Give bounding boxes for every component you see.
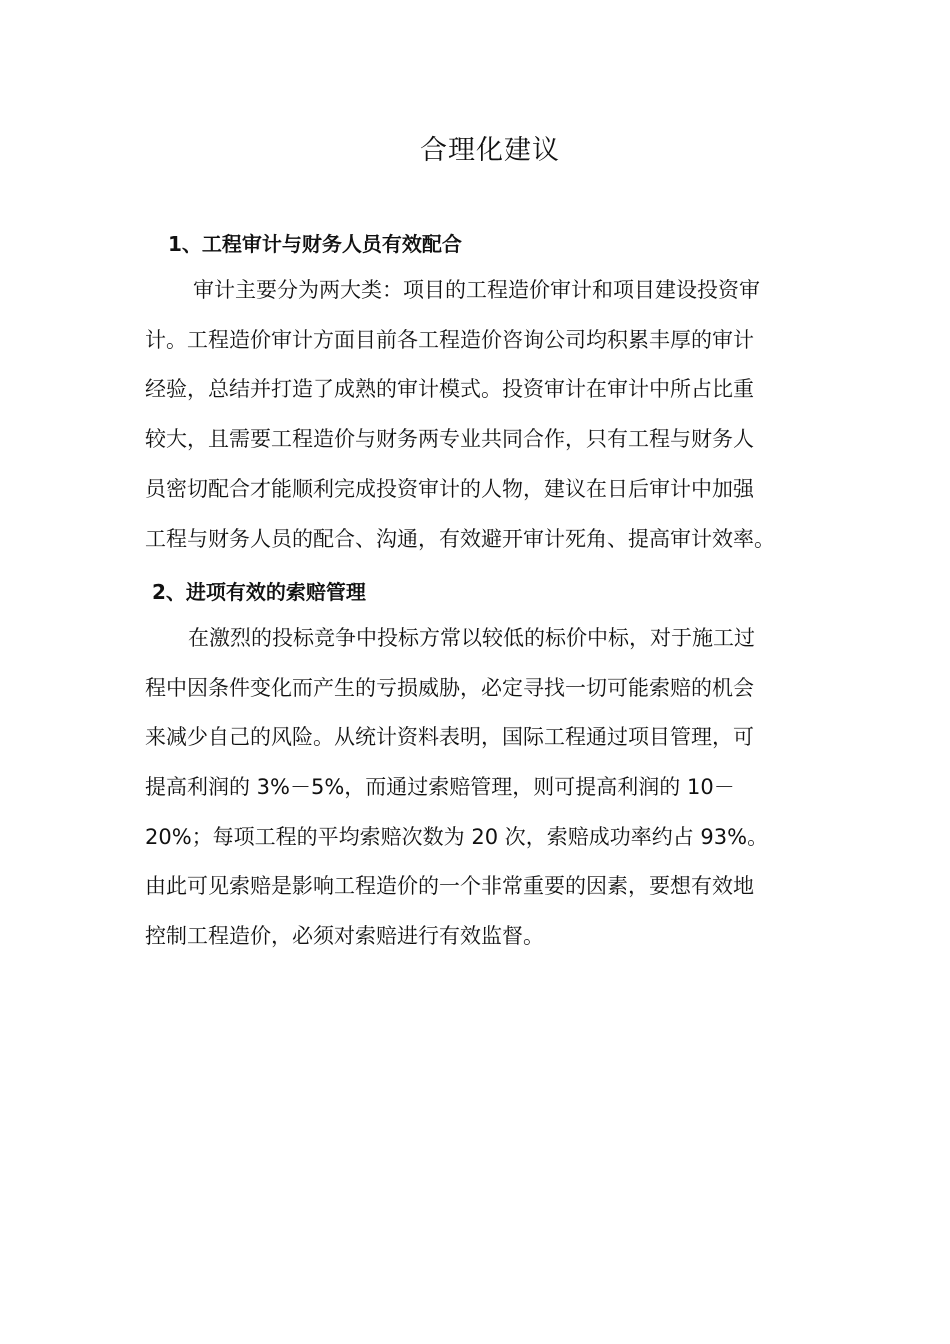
paragraph-line: 程中因条件变化而产生的亏损威胁，必定寻找一切可能索赔的机会 xyxy=(145,676,754,700)
paragraph-line: 员密切配合才能顺利完成投资审计的人物，建议在日后审计中加强 xyxy=(145,477,754,501)
paragraph-line: 审计主要分为两大类：项目的工程造价审计和项目建设投资审 xyxy=(193,278,760,302)
paragraph-line: 控制工程造价，必须对索赔进行有效监督。 xyxy=(145,924,544,948)
paragraph-line: 较大，且需要工程造价与财务两专业共同合作，只有工程与财务人 xyxy=(145,427,754,451)
paragraph-line: 经验，总结并打造了成熟的审计模式。投资审计在审计中所占比重 xyxy=(145,377,754,401)
paragraph-line: 工程与财务人员的配合、沟通，有效避开审计死角、提高审计效率。 xyxy=(145,527,775,551)
paragraph-line: 20%；每项工程的平均索赔次数为 20 次，索赔成功率约占 93%。 xyxy=(145,825,769,849)
page-title: 合理化建议 xyxy=(420,135,560,166)
paragraph-line: 由此可见索赔是影响工程造价的一个非常重要的因素，要想有效地 xyxy=(145,874,754,898)
paragraph-line: 提高利润的 3%－5%，而通过索赔管理，则可提高利润的 10－ xyxy=(145,775,735,799)
paragraph-line: 来减少自己的风险。从统计资料表明，国际工程通过项目管理，可 xyxy=(145,725,754,749)
paragraph-line: 在激烈的投标竞争中投标方常以较低的标价中标，对于施工过 xyxy=(188,626,755,650)
section-heading-1: 1、工程审计与财务人员有效配合 xyxy=(168,232,462,256)
section-heading-2: 2、进项有效的索赔管理 xyxy=(152,580,366,604)
paragraph-line: 计。工程造价审计方面目前各工程造价咨询公司均积累丰厚的审计 xyxy=(145,328,754,352)
